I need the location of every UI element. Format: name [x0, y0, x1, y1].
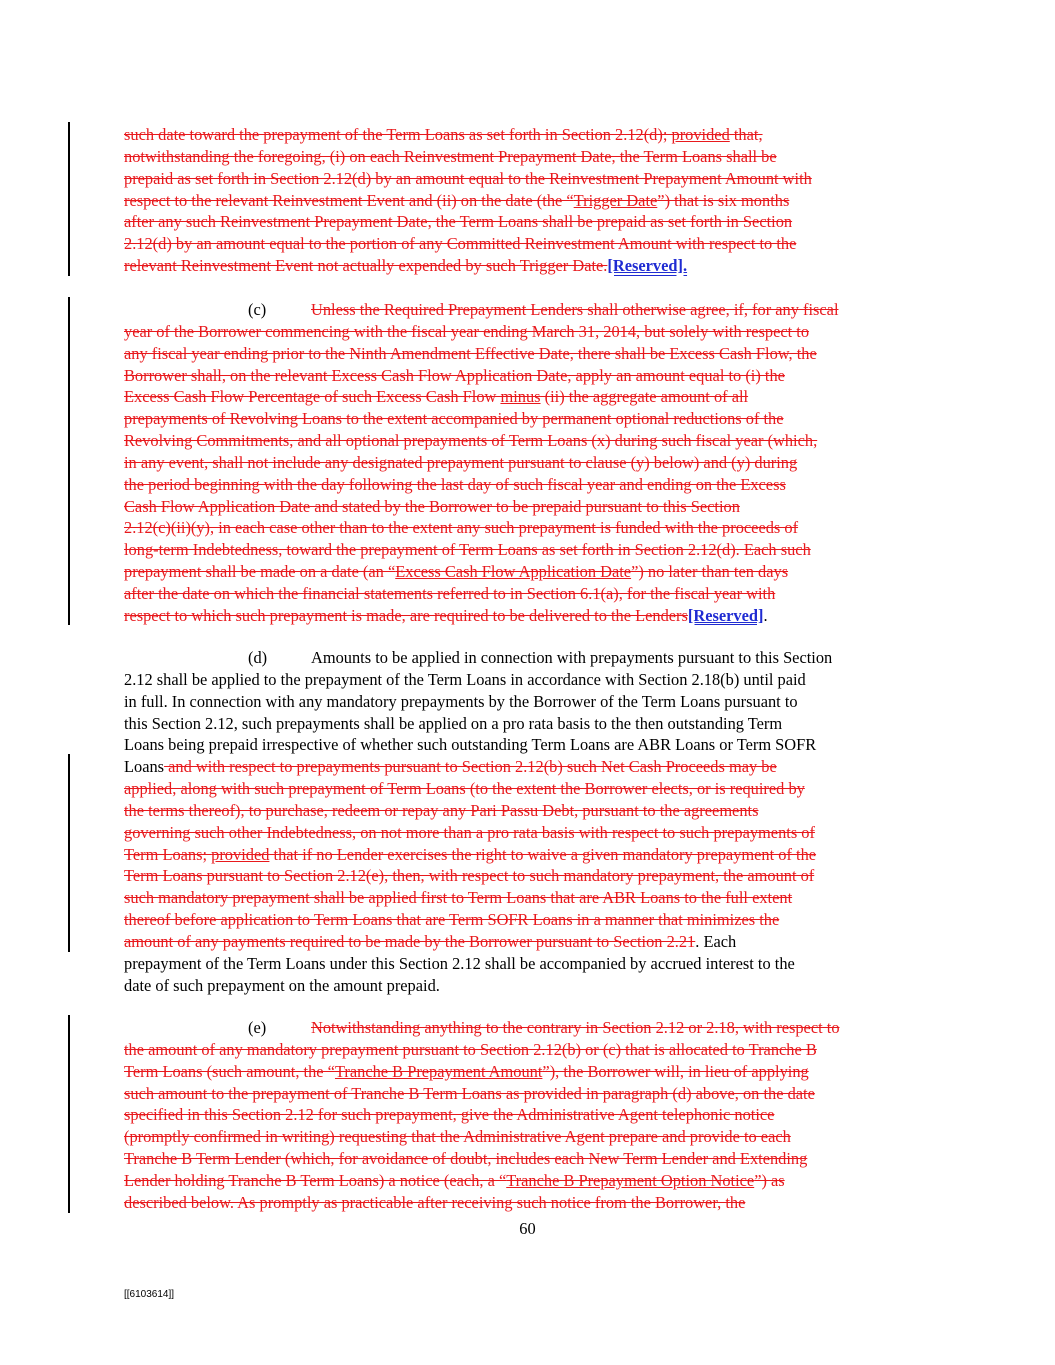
body-text: in full. In connection with any mandatory prepayments by the Borrower of the Term Loans pursuant to [124, 691, 798, 711]
deleted-text: prepayment shall be made on a date (an “ [124, 562, 396, 582]
body-text: prepayment of the Term Loans under this Section 2.12 shall be accompanied by accrued interest to the [124, 953, 795, 973]
text-line [124, 800, 934, 822]
text-line [124, 778, 934, 800]
text-line [124, 430, 934, 452]
text-line [124, 691, 934, 713]
deleted-text: 2.12(c)(ii)(y), in each case other than to the extent any such prepayment is funded with the proceeds of [124, 518, 799, 538]
text-line [124, 909, 934, 931]
body-text: 2.12 shall be applied to the prepayment of the Term Loans in accordance with Section 2.18(b) until paid [124, 669, 806, 689]
text-line [124, 822, 934, 844]
text-line [124, 713, 934, 735]
text-line [124, 583, 934, 605]
text-line [124, 343, 934, 365]
text-line [124, 931, 934, 953]
text-line [124, 647, 934, 669]
text-line [124, 669, 934, 691]
deleted-text: long-term Indebtedness, toward the prepayment of Term Loans as set forth in Section 2.12(d). Each such [124, 540, 811, 560]
body-text: Amounts to be applied in connection with prepayments pursuant to this Section [311, 648, 833, 667]
body-text: this Section 2.12, such prepayments shall be applied on a pro rata basis to the then outstanding Term [124, 713, 783, 733]
deleted-defined-term: minus [500, 387, 541, 407]
deleted-text: ”) no later than ten days [631, 562, 789, 582]
deleted-text: applied, along with such prepayment of Term Loans (to the extent the Borrower elects, or is required by [124, 779, 805, 799]
text-line [124, 953, 934, 975]
text-line [124, 1104, 934, 1126]
deleted-text: that if no Lender exercises the right to waive a given mandatory prepayment of the [269, 844, 817, 864]
deleted-defined-term: Tranche B Prepayment Option Notice [506, 1170, 755, 1190]
deleted-text: Excess Cash Flow Percentage of such Excess Cash Flow [124, 387, 501, 407]
deleted-text: Tranche B Term Lender (which, for avoidance of doubt, includes each New Term Lender and Extending [124, 1149, 808, 1169]
page-number: 60 [519, 1219, 536, 1238]
text-line [124, 452, 934, 474]
text-line [124, 190, 934, 212]
deleted-text: respect to which such prepayment is made, are required to be delivered to the Lenders [124, 605, 688, 625]
text-line [124, 734, 934, 756]
text-line [124, 408, 934, 430]
body-text: . Each [695, 931, 737, 951]
change-bar [68, 1015, 70, 1213]
text-line [124, 255, 934, 277]
text-line [124, 496, 934, 518]
text-line [124, 975, 934, 997]
deleted-text: after the date on which the financial statements referred to in Section 6.1(a), for the fiscal year with [124, 583, 776, 603]
change-bar [68, 754, 70, 952]
deleted-text: Term Loans; [124, 844, 212, 864]
deleted-text: Borrower shall, on the relevant Excess Cash Flow Application Date, apply an amount equal to (i) the [124, 365, 785, 385]
deleted-text: (ii) the aggregate amount of all [540, 387, 749, 407]
deleted-text: amount of any payments required to be made by the Borrower pursuant to Section 2.21 [124, 931, 696, 951]
body-text: Loans [124, 757, 165, 777]
deleted-text: prepayments of Revolving Loans to the extent accompanied by permanent optional reductions of the [124, 409, 784, 429]
body-text: date of such prepayment on the amount prepaid. [124, 975, 440, 995]
body-text: . [763, 605, 768, 625]
deleted-text: such mandatory prepayment shall be applied first to Term Loans that are ABR Loans to the full extent [124, 888, 793, 908]
inserted-text: [Reserved]. [607, 256, 688, 276]
deleted-defined-term: Excess Cash Flow Application Date [395, 562, 632, 582]
deleted-text: Term Loans (such amount, the “ [124, 1061, 335, 1081]
deleted-defined-term: Tranche B Prepayment Amount [334, 1061, 543, 1081]
paragraph-number: (c) [248, 300, 267, 319]
deleted-text: ”), the Borrower will, in lieu of applying [542, 1061, 809, 1081]
deleted-text: year of the Borrower commencing with the fiscal year ending March 31, 2014, but solely with respect to [124, 321, 810, 341]
paragraph-b-continuation [124, 124, 934, 277]
deleted-text: the terms thereof), to purchase, redeem or repay any Pari Passu Debt, pursuant to the agreements [124, 800, 759, 820]
deleted-text: ”) as [754, 1170, 785, 1190]
text-line [124, 1126, 934, 1148]
text-line [124, 539, 934, 561]
text-line [124, 321, 934, 343]
body-text: Loans being prepaid irrespective of whether such outstanding Term Loans are ABR Loans or Term SOFR [124, 735, 817, 755]
deleted-text: such amount to the prepayment of Tranche B Term Loans as provided in paragraph (d) above, on the date [124, 1083, 815, 1103]
deleted-text: the amount of any mandatory prepayment pursuant to Section 2.12(b) or (c) that is allocated to Tranche B [124, 1039, 817, 1059]
deleted-text: and with respect to prepayments pursuant to Section 2.12(b) such Net Cash Proceeds may be [164, 757, 777, 777]
text-line [124, 1170, 934, 1192]
deleted-text: in any event, shall not include any designated prepayment pursuant to clause (y) below) and (y) during [124, 452, 798, 472]
paragraph-number: (d) [248, 648, 268, 667]
text-line [124, 1148, 934, 1170]
text-line [124, 233, 934, 255]
deleted-text: respect to the relevant Reinvestment Event and (ii) on the date (the “ [124, 190, 574, 210]
deleted-text: Notwithstanding anything to the contrary in Section 2.12 or 2.18, with respect to [311, 1018, 840, 1037]
document-id: [[6103614]] [124, 1289, 175, 1300]
paragraph-d [124, 647, 934, 997]
deleted-text: such date toward the prepayment of the Term Loans as set forth in Section 2.12(d); [124, 125, 672, 144]
deleted-text: Term Loans pursuant to Section 2.12(e), then, with respect to such mandatory prepayment, the amount of [124, 866, 815, 886]
text-line [124, 299, 934, 321]
text-line [124, 124, 934, 146]
deleted-text: Cash Flow Application Date and stated by the Borrower to be prepaid pursuant to this Section [124, 496, 740, 516]
deleted-text: that, [729, 125, 763, 144]
text-line [124, 1017, 934, 1039]
deleted-defined-term: Trigger Date [573, 190, 658, 210]
deleted-text: governing such other Indebtedness, on not more than a pro rata basis with respect to such prepayments of [124, 822, 815, 842]
paragraph-number: (e) [248, 1018, 267, 1037]
deleted-text: the period beginning with the day following the last day of such fiscal year and ending on the Excess [124, 474, 786, 494]
deleted-text: specified in this Section 2.12 for such prepayment, give the Administrative Agent telephonic notice [124, 1105, 775, 1125]
text-line [124, 474, 934, 496]
deleted-text: thereof before application to Term Loans that are Term SOFR Loans in a manner that minimizes the [124, 910, 780, 930]
deleted-text: Revolving Commitments, and all optional prepayments of Term Loans (x) during such fiscal year (which, [124, 431, 818, 451]
text-line [124, 146, 934, 168]
text-line [124, 756, 934, 778]
deleted-text: Lender holding Tranche B Term Loans) a notice (each, a “ [124, 1170, 507, 1190]
text-line [124, 1039, 934, 1061]
deleted-defined-term: provided [211, 844, 270, 864]
deleted-text: (promptly confirmed in writing) requesting that the Administrative Agent prepare and provide to each [124, 1127, 791, 1147]
text-line [124, 517, 934, 539]
text-line [124, 168, 934, 190]
text-line [124, 386, 934, 408]
text-line [124, 561, 934, 583]
deleted-defined-term: provided [671, 125, 730, 144]
change-bar [68, 297, 70, 625]
text-line [124, 1083, 934, 1105]
deleted-text: any fiscal year ending prior to the Ninth Amendment Effective Date, there shall be Excess Cash Flow, the [124, 343, 817, 363]
deleted-text: 2.12(d) by an amount equal to the portion of any Committed Reinvestment Amount with respect to the [124, 234, 797, 254]
deleted-text: ”) that is six months [657, 190, 790, 210]
deleted-text: notwithstanding the foregoing, (i) on each Reinvestment Prepayment Date, the Term Loans shall be [124, 146, 777, 166]
text-line [124, 1192, 934, 1214]
deleted-text: after any such Reinvestment Prepayment Date, the Term Loans shall be prepaid as set forth in Section [124, 212, 793, 232]
deleted-text: prepaid as set forth in Section 2.12(d) by an amount equal to the Reinvestment Prepayment Amount with [124, 168, 812, 188]
text-line [124, 844, 934, 866]
text-line [124, 211, 934, 233]
deleted-text: Unless the Required Prepayment Lenders shall otherwise agree, if, for any fiscal [311, 300, 839, 319]
text-line [124, 887, 934, 909]
text-line [124, 365, 934, 387]
inserted-text: [Reserved] [687, 605, 764, 625]
text-line [124, 605, 934, 627]
paragraph-c [124, 299, 934, 627]
text-line [124, 865, 934, 887]
paragraph-e [124, 1017, 934, 1214]
change-bar [68, 122, 70, 276]
deleted-text: described below. As promptly as practicable after receiving such notice from the Borrower, the [124, 1192, 746, 1212]
deleted-text: relevant Reinvestment Event not actually expended by such Trigger Date. [124, 256, 608, 276]
text-line [124, 1061, 934, 1083]
